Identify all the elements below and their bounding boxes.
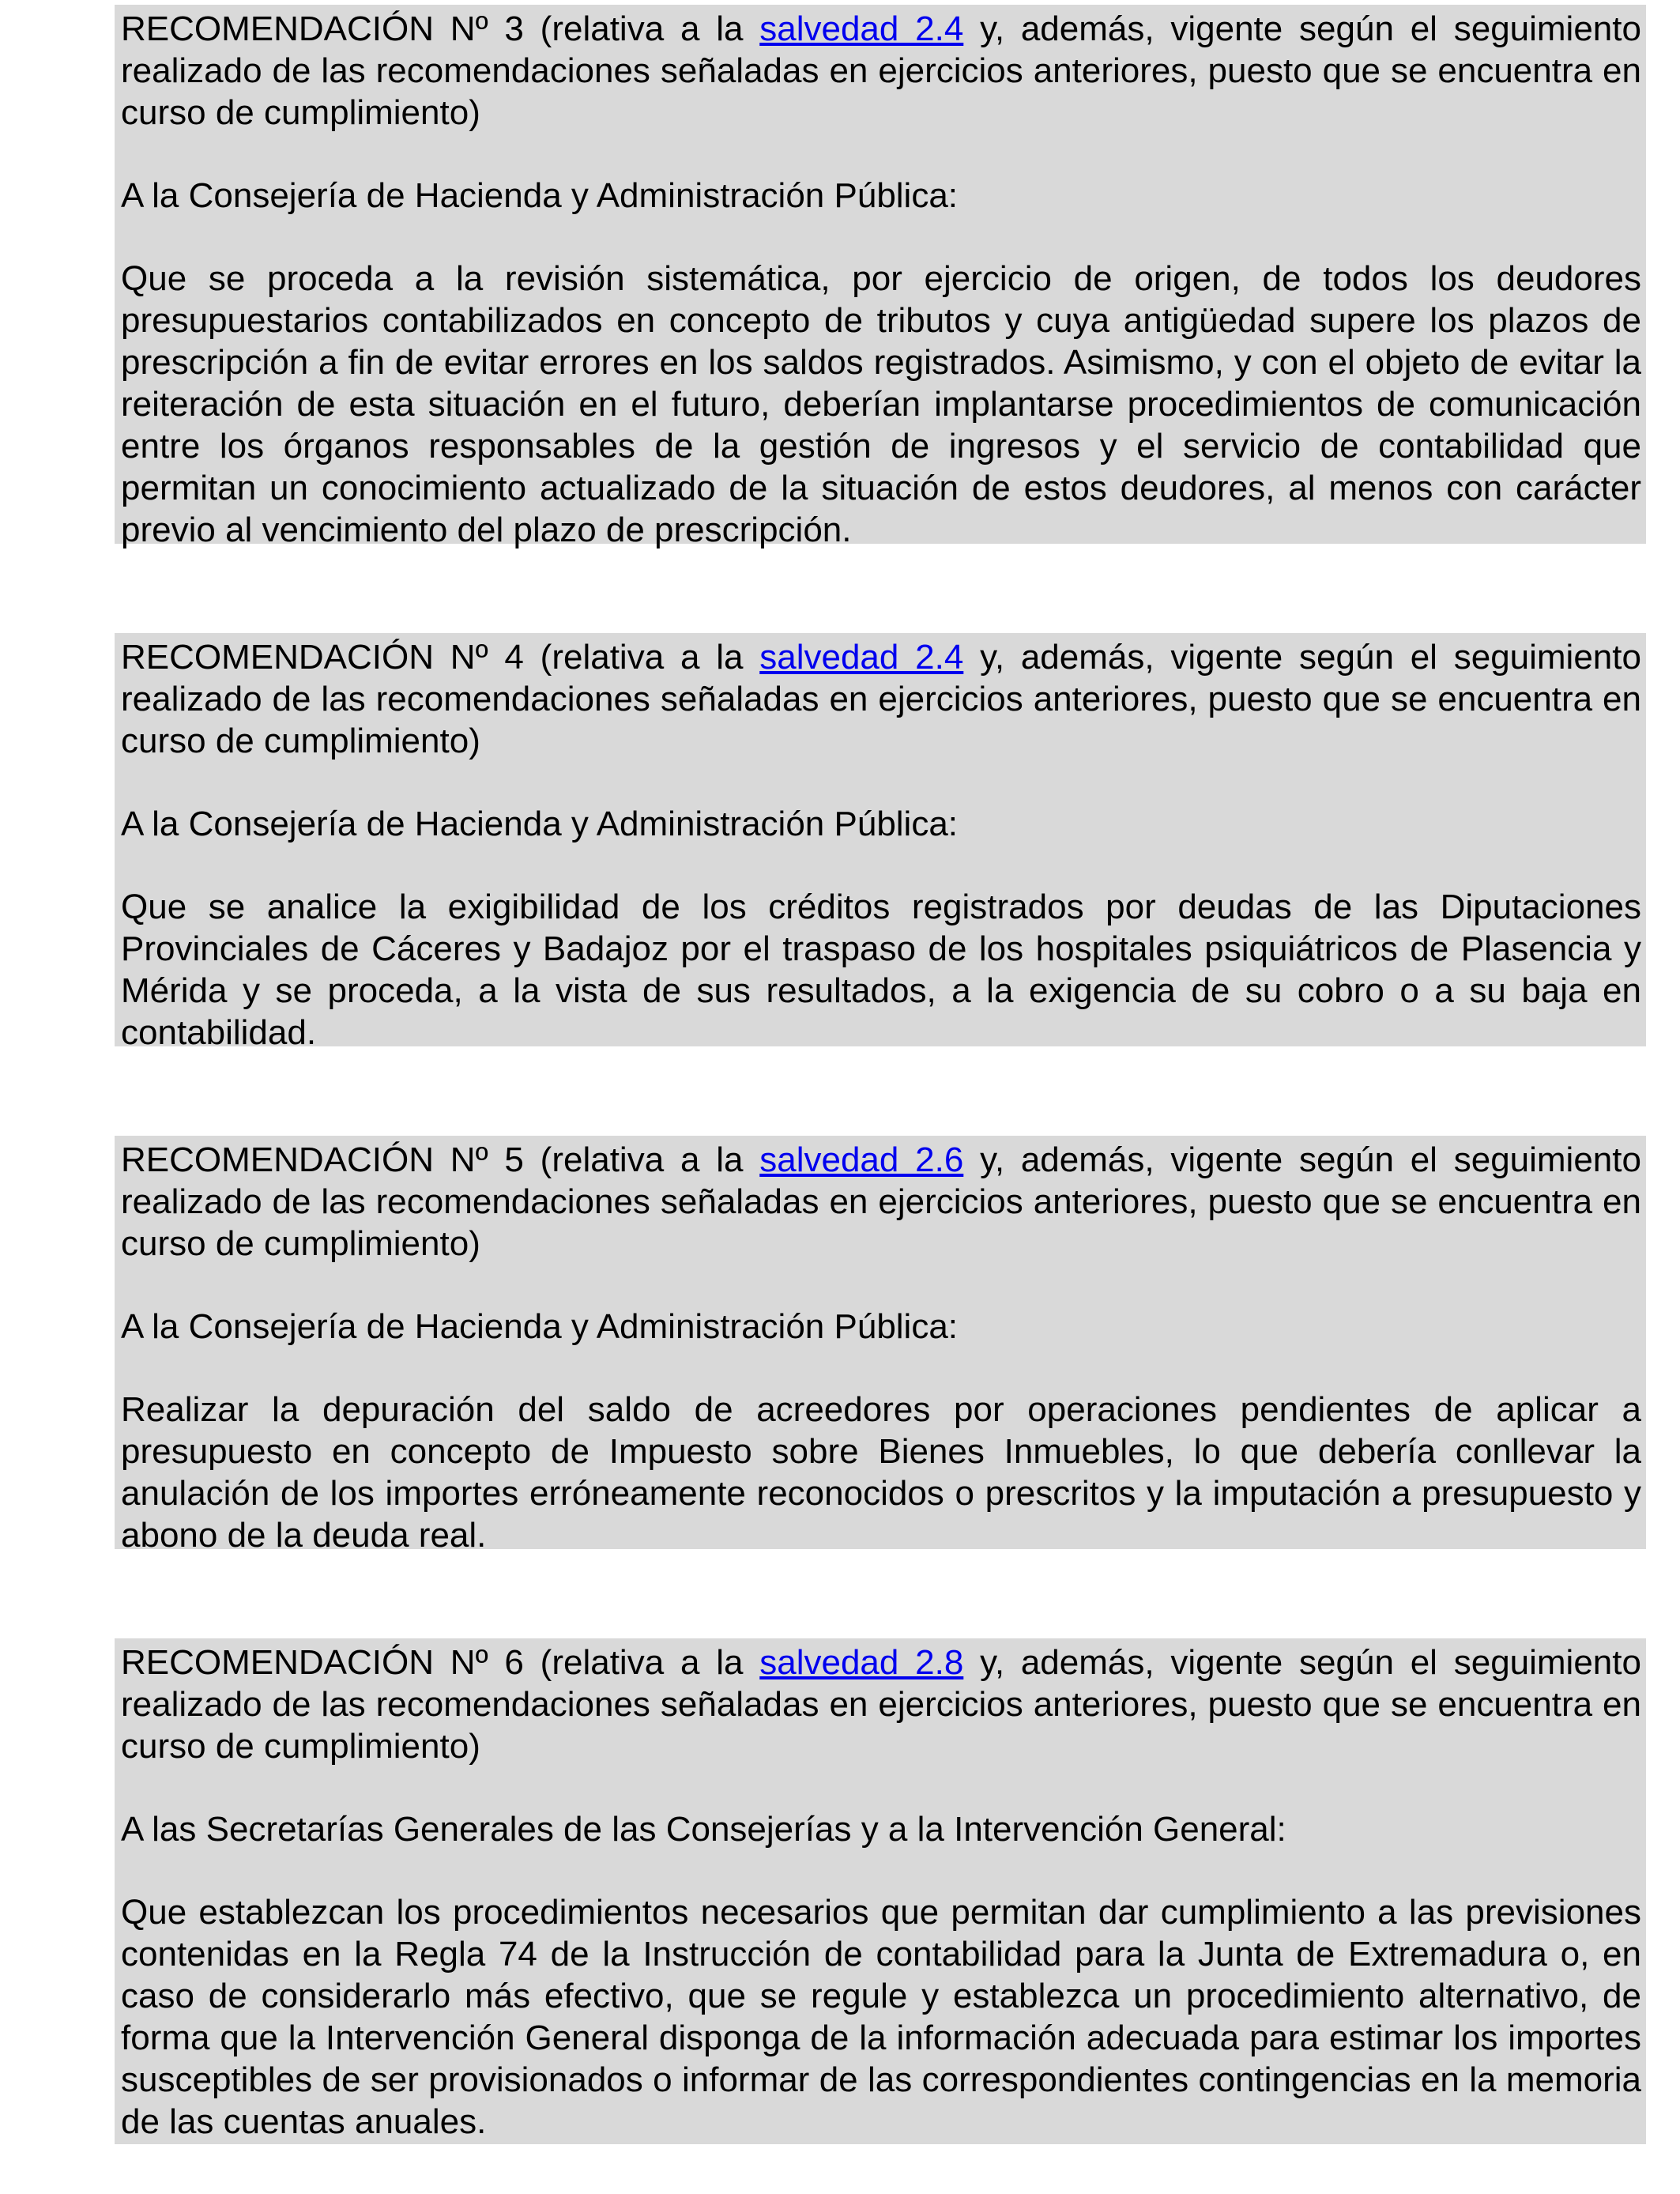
recommendation-body: Que se analice la exigibilidad de los créditos registrados por deudas de las Diputaciones Provinciales de Cáceres y Badajoz por el traspaso de los hospitales psiquiátricos de Plasencia y Mérida y se proceda, a la vista de sus resultados, a la exigencia de su cobro o a su baja en contabilidad. [121,888,1641,1052]
heading-suffix: y, además, vigente según el seguimiento realizado de las recomendaciones señaladas en ejercicios anteriores, puesto que se encuentra en curso de cumplimiento) [121,1643,1641,1766]
recommendation-body: Que establezcan los procedimientos necesarios que permitan dar cumplimiento a las previsiones contenidas en la Regla 74 de la Instrucción de contabilidad para la Junta de Extremadura o, en caso de considerarlo más efectivo, que se regule y establezca un procedimiento alternativo, de forma que la Intervención General disponga de la información adecuada para estimar los importes susceptibles de ser provisionados o informar de las correspondientes contingencias en la memoria de las cuentas anuales. [121,1893,1641,2141]
recommendation-6 [115,1638,1646,2144]
heading-prefix: RECOMENDACIÓN Nº 4 (relativa a la [121,638,760,677]
salvedad-link[interactable]: salvedad 2.6 [759,1140,964,1179]
recommendation-5 [115,1136,1646,1555]
heading-prefix: RECOMENDACIÓN Nº 3 (relativa a la [121,9,760,48]
recommendation-heading [121,636,1641,762]
heading-suffix: y, además, vigente según el seguimiento realizado de las recomendaciones señaladas en ejercicios anteriores, puesto que se encuentra en curso de cumplimiento) [121,9,1641,132]
heading-suffix: y, además, vigente según el seguimiento realizado de las recomendaciones señaladas en ejercicios anteriores, puesto que se encuentra en curso de cumplimiento) [121,638,1641,760]
heading-prefix: RECOMENDACIÓN Nº 5 (relativa a la [121,1140,760,1179]
recommendation-heading [121,1642,1641,1767]
recommendation-addressee: A las Secretarías Generales de las Consejerías y a la Intervención General: [121,1810,1286,1849]
heading-prefix: RECOMENDACIÓN Nº 6 (relativa a la [121,1643,760,1682]
recommendation-3 [115,5,1646,549]
salvedad-link[interactable]: salvedad 2.8 [759,1643,964,1682]
recommendation-body: Que se proceda a la revisión sistemática, por ejercicio de origen, de todos los deudores presupuestarios contabilizados en concepto de tributos y cuya antigüedad supere los plazos de prescripción a fin de evitar errores en los saldos registrados. Asimismo, y con el objeto de evitar la reiteración de esta situación en el futuro, deberían implantarse procedimientos de comunicación entre los órganos responsables de la gestión de ingresos y el servicio de contabilidad que permitan un conocimiento actualizado de la situación de estos deudores, al menos con carácter previo al vencimiento del plazo de prescripción. [121,259,1641,549]
recommendation-body: Realizar la depuración del saldo de acreedores por operaciones pendientes de aplicar a presupuesto en concepto de Impuesto sobre Bienes Inmuebles, lo que debería conllevar la anulación de los importes erróneamente reconocidos o prescritos y la imputación a presupuesto y abono de la deuda real. [121,1390,1641,1555]
recommendation-heading [121,8,1641,134]
recommendation-addressee: A la Consejería de Hacienda y Administración Pública: [121,176,959,215]
heading-suffix: y, además, vigente según el seguimiento realizado de las recomendaciones señaladas en ejercicios anteriores, puesto que se encuentra en curso de cumplimiento) [121,1140,1641,1263]
salvedad-link[interactable]: salvedad 2.4 [759,9,964,48]
salvedad-link[interactable]: salvedad 2.4 [759,638,964,677]
recommendation-addressee: A la Consejería de Hacienda y Administración Pública: [121,805,959,843]
recommendation-4 [115,633,1646,1052]
recommendation-heading [121,1139,1641,1265]
recommendation-addressee: A la Consejería de Hacienda y Administración Pública: [121,1307,959,1346]
